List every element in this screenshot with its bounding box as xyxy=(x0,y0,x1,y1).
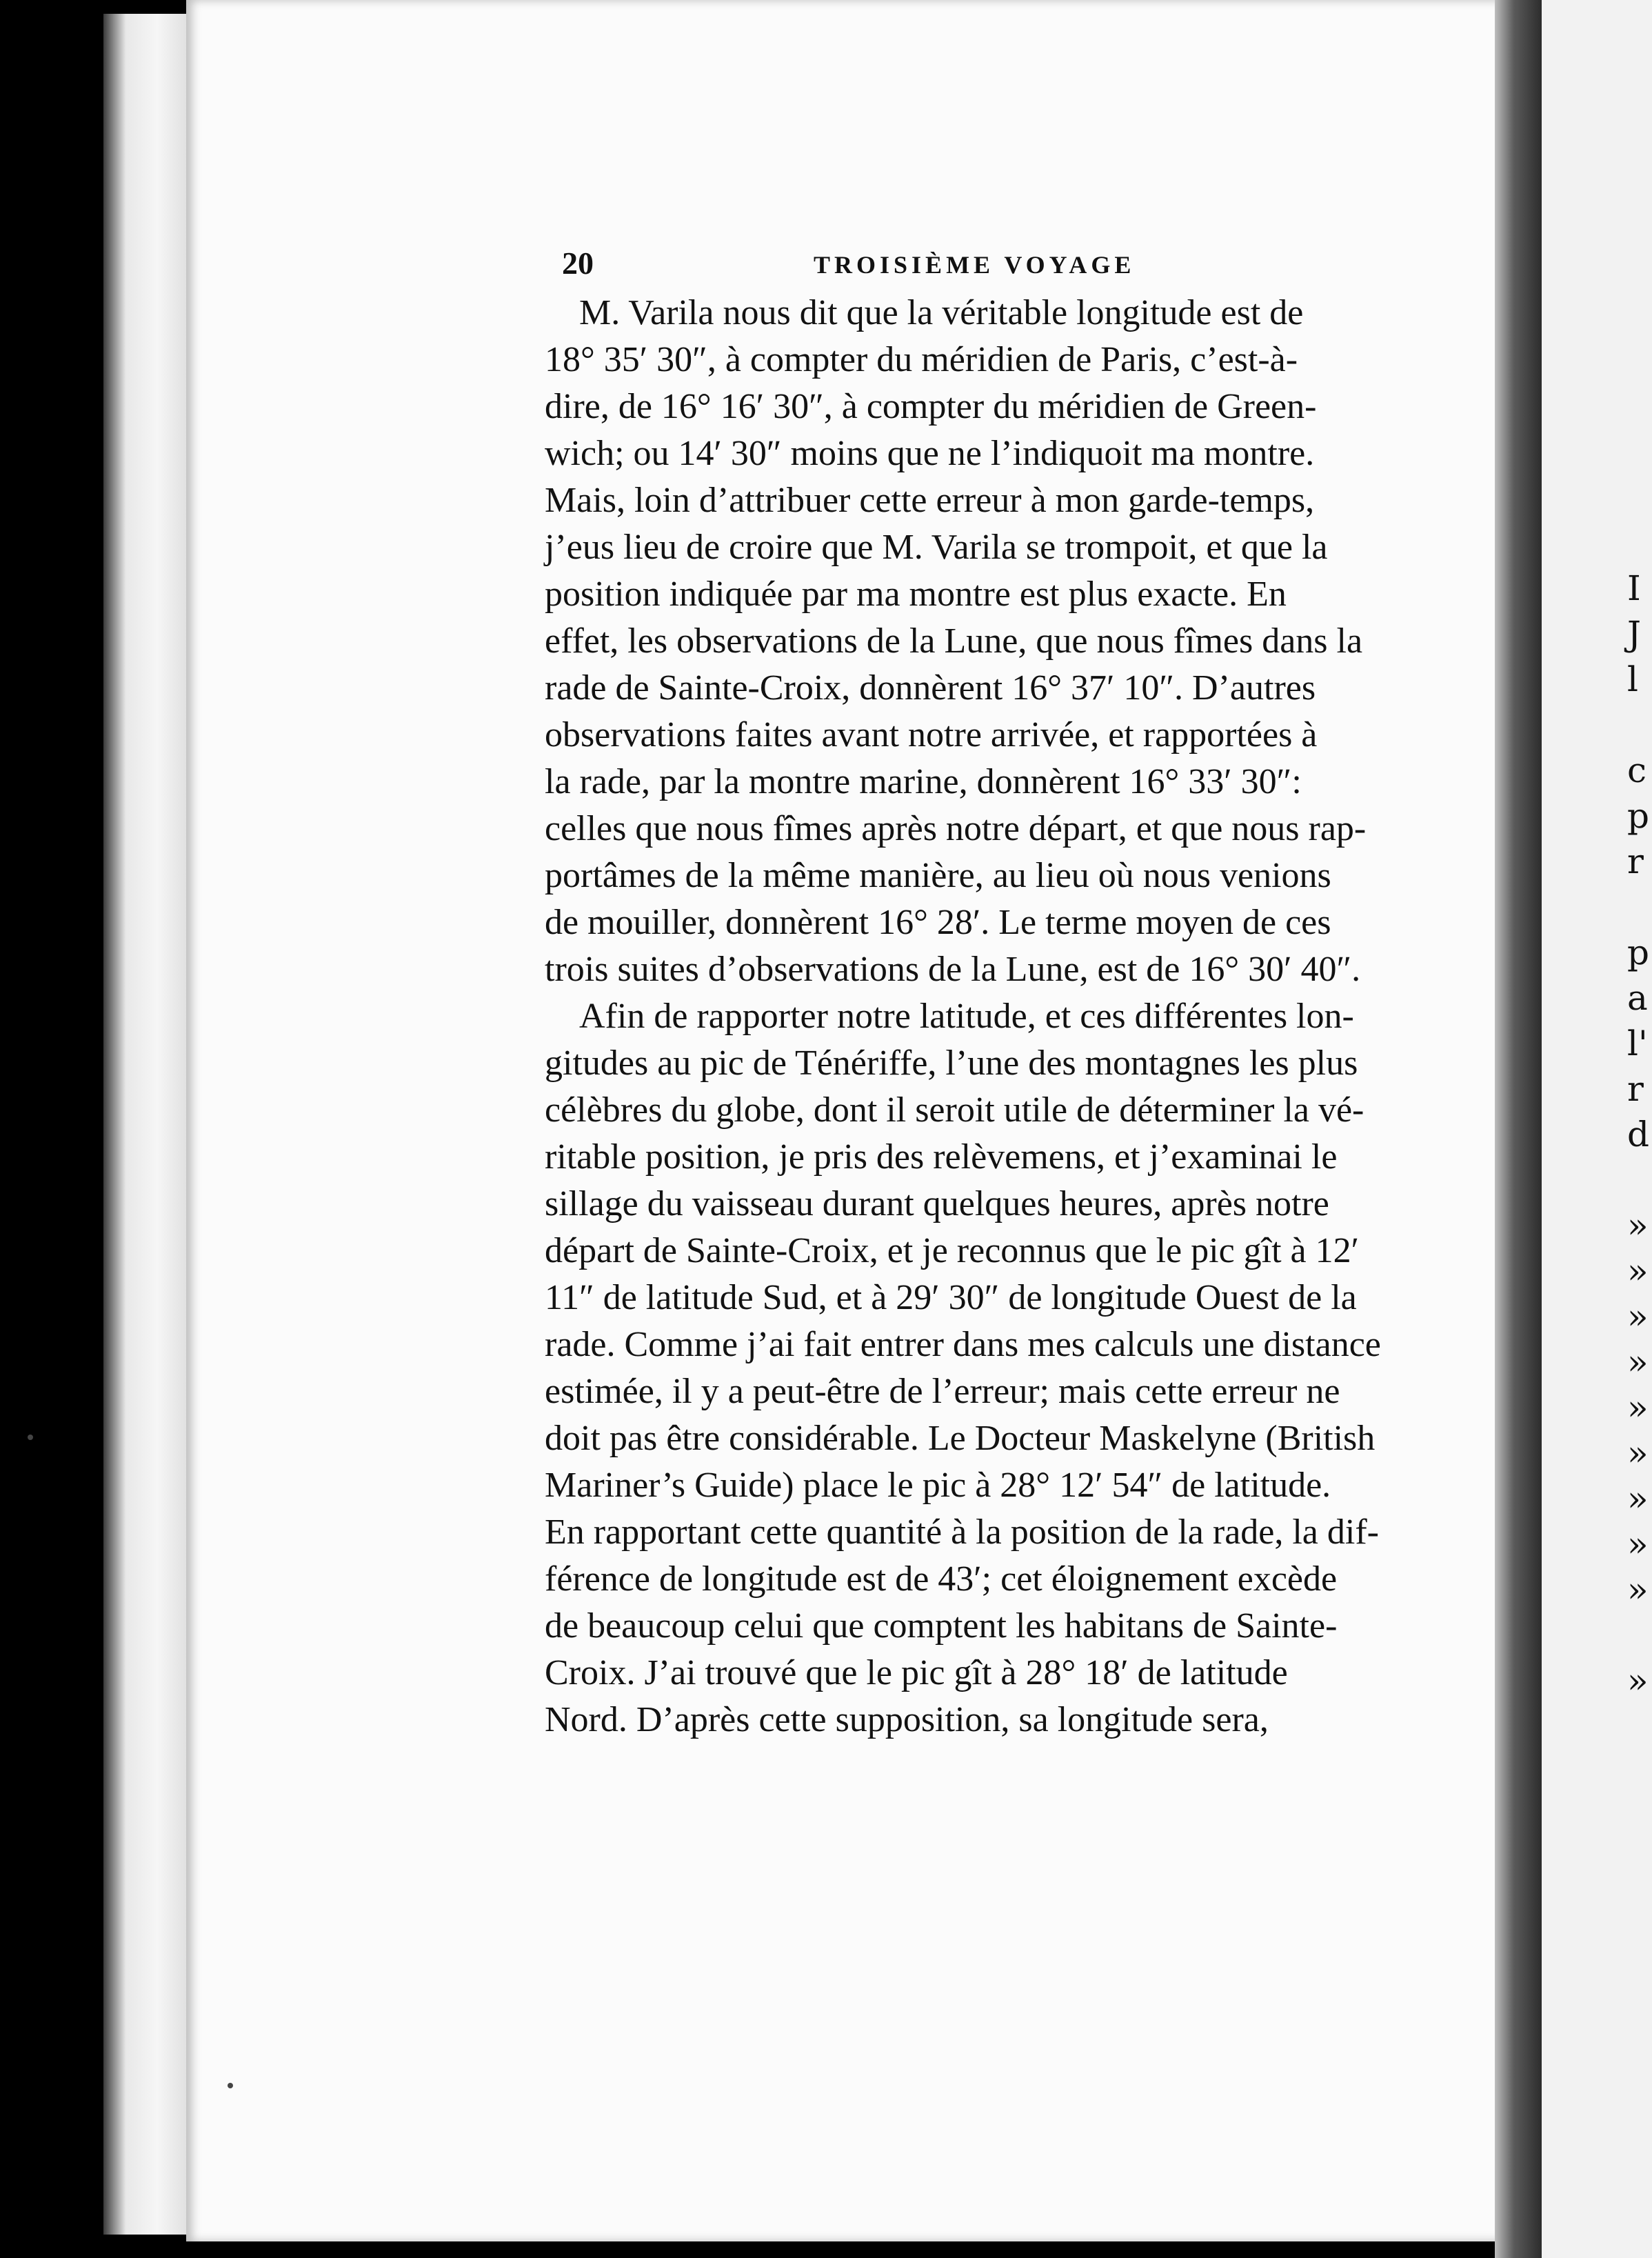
text-line: wich; ou 14′ 30″ moins que ne l’indiquoit ma montre. xyxy=(545,434,1315,473)
text-line: observations faites avant notre arrivée, et rapportées à xyxy=(545,715,1318,755)
text-line: de beaucoup celui que comptent les habitans de Sainte- xyxy=(545,1606,1338,1646)
facing-fragment: » xyxy=(1627,1388,1649,1428)
text-line: de mouiller, donnèrent 16° 28′. Le terme moyen de ces xyxy=(545,903,1331,942)
facing-fragment xyxy=(1627,702,1649,748)
facing-fragment: p xyxy=(1627,796,1650,836)
text-line: célèbres du globe, dont il seroit utile de déterminer la vé- xyxy=(545,1090,1364,1130)
text-line: 11″ de latitude Sud, et à 29′ 30″ de longitude Ouest de la xyxy=(545,1278,1357,1317)
text-line: dire, de 16° 16′ 30″, à compter du méridien de Green- xyxy=(545,387,1317,426)
body-text xyxy=(545,290,1393,1744)
text-line: doit pas être considérable. Le Docteur Maskelyne (British xyxy=(545,1419,1376,1458)
scan-speck xyxy=(28,1435,33,1440)
text-line: j’eus lieu de croire que M. Varila se trompoit, et que la xyxy=(545,528,1328,567)
facing-fragment: » xyxy=(1627,1570,1649,1610)
text-line: celles que nous fîmes après notre départ, et que nous rap- xyxy=(545,809,1367,848)
text-line: Mais, loin d’attribuer cette erreur à mon garde-temps, xyxy=(545,481,1315,520)
facing-fragment: l' xyxy=(1627,1023,1648,1063)
facing-fragment xyxy=(1627,1157,1649,1203)
facing-fragment: d xyxy=(1627,1115,1650,1155)
text-line: Afin de rapporter notre latitude, et ces différentes lon- xyxy=(579,997,1354,1036)
running-title: TROISIÈME VOYAGE xyxy=(814,251,1136,279)
facing-fragment: J xyxy=(1627,614,1642,654)
text-line: position indiquée par ma montre est plus exacte. En xyxy=(545,575,1287,614)
facing-fragment: r xyxy=(1627,1069,1644,1109)
text-line: Nord. D’après cette supposition, sa longitude sera, xyxy=(545,1700,1269,1739)
page-number: 20 xyxy=(562,246,594,281)
text-line: M. Varila nous dit que la véritable longitude est de xyxy=(579,293,1304,332)
text-line: En rapportant cette quantité à la position de la rade, la dif- xyxy=(545,1512,1379,1552)
facing-fragment: I xyxy=(1627,568,1641,608)
text-line: ritable position, je pris des relèvemens, et j’examinai le xyxy=(545,1137,1338,1177)
facing-page-fragments xyxy=(1627,566,1649,1704)
facing-fragment: » xyxy=(1627,1479,1649,1519)
facing-fragment: » xyxy=(1627,1342,1649,1382)
facing-fragment: r xyxy=(1627,841,1644,881)
text-line: rade. Comme j’ai fait entrer dans mes calculs une distance xyxy=(545,1325,1381,1364)
text-line: rade de Sainte-Croix, donnèrent 16° 37′ 10″. D’autres xyxy=(545,668,1316,708)
text-line: trois suites d’observations de la Lune, est de 16° 30′ 40″. xyxy=(545,950,1361,989)
text-line: Croix. J’ai trouvé que le pic gît à 28° 18′ de latitude xyxy=(545,1653,1288,1692)
text-line: la rade, par la montre marine, donnèrent 16° 33′ 30″: xyxy=(545,762,1302,801)
facing-fragment: » xyxy=(1627,1251,1649,1291)
book-spine xyxy=(103,14,193,2235)
text-line: sillage du vaisseau durant quelques heures, après notre xyxy=(545,1184,1329,1223)
page-gutter xyxy=(1495,0,1543,2258)
facing-fragment: » xyxy=(1627,1206,1649,1246)
text-line: départ de Sainte-Croix, et je reconnus que le pic gît à 12′ xyxy=(545,1231,1359,1270)
facing-fragment: » xyxy=(1627,1297,1649,1337)
facing-fragment: a xyxy=(1627,978,1648,1018)
facing-fragment xyxy=(1627,884,1649,930)
text-line: portâmes de la même manière, au lieu où nous venions xyxy=(545,856,1331,895)
text-line: gitudes au pic de Ténériffe, l’une des montagnes les plus xyxy=(545,1043,1358,1083)
facing-fragment: » xyxy=(1627,1433,1649,1473)
facing-fragment: » xyxy=(1627,1524,1649,1564)
text-line: Mariner’s Guide) place le pic à 28° 12′ 54″ de latitude. xyxy=(545,1466,1331,1505)
facing-fragment: c xyxy=(1627,750,1647,790)
facing-fragment xyxy=(1627,1612,1649,1658)
text-line: férence de longitude est de 43′; cet éloignement excède xyxy=(545,1559,1338,1599)
facing-fragment: » xyxy=(1627,1661,1649,1701)
page-header xyxy=(562,245,1162,286)
facing-fragment: p xyxy=(1627,932,1650,972)
facing-fragment: l xyxy=(1627,659,1638,699)
scan-speck xyxy=(228,2083,233,2088)
text-line: effet, les observations de la Lune, que nous fîmes dans la xyxy=(545,621,1363,661)
text-line: estimée, il y a peut-être de l’erreur; mais cette erreur ne xyxy=(545,1372,1340,1411)
text-line: 18° 35′ 30″, à compter du méridien de Paris, c’est-à- xyxy=(545,340,1298,379)
